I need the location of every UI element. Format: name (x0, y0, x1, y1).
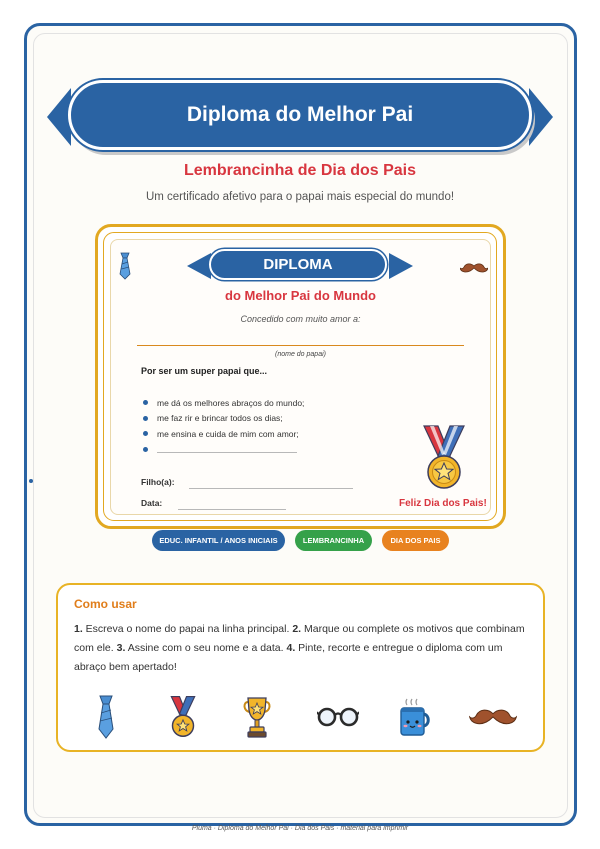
title-ribbon (68, 80, 532, 150)
step-text: Pinte, recorte e entregue o diploma com um abraço bem apertado! (74, 642, 503, 673)
certificate-closing: Feliz Dia dos Pais! (399, 498, 487, 509)
child-signature-line (189, 488, 353, 489)
medal-icon (420, 424, 468, 492)
banner-right-wing (529, 88, 553, 146)
date-label: Data: (141, 498, 163, 508)
trophy-icon (242, 693, 272, 741)
certificate-title: DIPLOMA (263, 256, 333, 273)
list-item (143, 426, 304, 442)
step-number: 3. (116, 642, 126, 654)
step-text: Assine com o seu nome e a data. (125, 642, 287, 654)
page-tagline: Um certificado afetivo para o papai mais especial do mundo! (145, 191, 455, 203)
list-item (143, 442, 304, 458)
list-item (143, 395, 304, 411)
bullet (143, 400, 148, 405)
father-name-line (137, 345, 464, 346)
reason-text: me dá os melhores abraços do mundo; (157, 397, 305, 408)
reasons-heading: Por ser um super papai que... (141, 366, 268, 376)
certificate-banner-right-wing (389, 253, 413, 279)
step-text: Marque ou complete os motivos que combinam com ele. (74, 623, 525, 654)
certificate-granted-text: Concedido com muito amor a: (240, 314, 361, 324)
mustache-icon (468, 693, 518, 741)
certificate-banner-left-wing (187, 253, 211, 279)
date-line (178, 509, 286, 510)
reason-text: me faz rir e brincar todos os dias; (157, 413, 283, 424)
page-title: Diploma do Melhor Pai (186, 103, 414, 126)
certificate-banner (187, 249, 413, 283)
blank-reason-line (157, 452, 297, 453)
bullet (143, 447, 148, 452)
certificate-subtitle: do Melhor Pai do Mundo (225, 288, 376, 303)
margin-dot (29, 479, 33, 483)
father-name-caption: (nome do papai) (275, 351, 326, 358)
reasons-list (143, 395, 304, 457)
title-banner (47, 80, 553, 156)
certificate-ribbon (209, 249, 387, 280)
how-to-title: Como usar (74, 597, 137, 611)
mustache-icon (460, 262, 488, 274)
glasses-icon (316, 693, 360, 741)
page-footer: Pluma · Diploma do Melhor Pai · Dia dos Pais · material para imprimir (191, 825, 409, 832)
step-number: 2. (292, 623, 302, 635)
step-number: 1. (74, 623, 83, 635)
reason-text: me ensina e cuida de mim com amor; (157, 428, 299, 439)
tie-icon (94, 693, 118, 741)
tag-occasion: DIA DOS PAIS (382, 530, 449, 551)
how-to-instructions (74, 620, 529, 677)
bullet (143, 416, 148, 421)
page-subtitle: Lembrancinha de Dia dos Pais (183, 162, 417, 179)
child-label: Filho(a): (141, 477, 175, 487)
tag-type: LEMBRANCINHA (295, 530, 372, 551)
bullet (143, 431, 148, 436)
list-item (143, 411, 304, 427)
medal-icon (168, 693, 198, 741)
tie-icon (118, 252, 132, 280)
mug-icon (398, 693, 432, 741)
step-text: Escreva o nome do papai na linha principal. (82, 623, 293, 635)
step-number: 4. (286, 642, 296, 654)
tag-grade-level: EDUC. INFANTIL / ANOS INICIAIS (152, 530, 285, 551)
